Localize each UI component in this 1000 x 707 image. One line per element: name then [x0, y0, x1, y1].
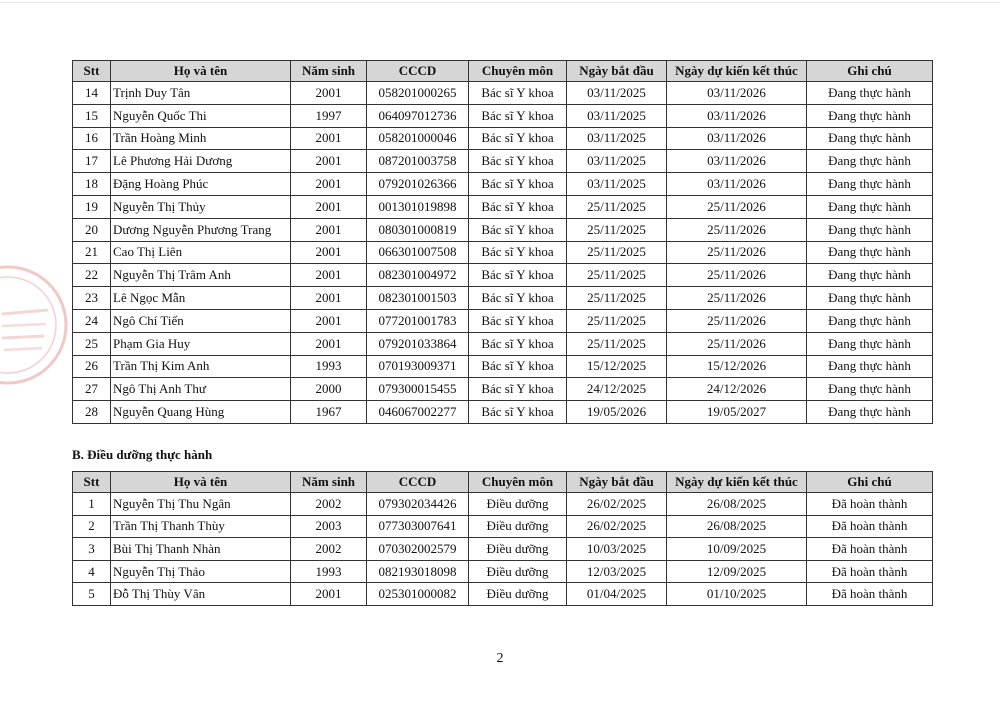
table-cell: Bùi Thị Thanh Nhàn — [111, 538, 291, 561]
table-cell: Đang thực hành — [807, 127, 933, 150]
table-cell: 17 — [73, 150, 111, 173]
table-cell: Nguyễn Quang Hùng — [111, 401, 291, 424]
column-header: Ghi chú — [807, 472, 933, 493]
table-cell: 1 — [73, 493, 111, 516]
table-cell: Lê Phương Hải Dương — [111, 150, 291, 173]
table-cell: Bác sĩ Y khoa — [469, 218, 567, 241]
table-cell: Trần Hoàng Minh — [111, 127, 291, 150]
column-header: Chuyên môn — [469, 472, 567, 493]
table-cell: 077303007641 — [367, 515, 469, 538]
table-cell: Đang thực hành — [807, 218, 933, 241]
table-cell: 1993 — [291, 355, 367, 378]
table-cell: Nguyễn Thị Thảo — [111, 560, 291, 583]
table-cell: Dương Nguyễn Phương Trang — [111, 218, 291, 241]
table-cell: Đang thực hành — [807, 195, 933, 218]
table-cell: Điều dưỡng — [469, 493, 567, 516]
table-cell: 25/11/2025 — [567, 264, 667, 287]
table-cell: 14 — [73, 82, 111, 105]
table-cell: Bác sĩ Y khoa — [469, 82, 567, 105]
table-cell: 03/11/2025 — [567, 173, 667, 196]
column-header: Ngày dự kiến kết thúc — [667, 472, 807, 493]
table-cell: 066301007508 — [367, 241, 469, 264]
table-cell: 28 — [73, 401, 111, 424]
table-cell: 26 — [73, 355, 111, 378]
table-cell: 3 — [73, 538, 111, 561]
column-header: Stt — [73, 472, 111, 493]
column-header: Ngày dự kiến kết thúc — [667, 61, 807, 82]
table-cell: 19 — [73, 195, 111, 218]
table-cell: 082193018098 — [367, 560, 469, 583]
table-nurses — [72, 471, 933, 606]
table-cell: Đã hoàn thành — [807, 493, 933, 516]
table-cell: 16 — [73, 127, 111, 150]
table-cell: 24/12/2026 — [667, 378, 807, 401]
table-cell: 15/12/2026 — [667, 355, 807, 378]
table-cell: Đã hoàn thành — [807, 515, 933, 538]
page-number: 2 — [496, 651, 504, 666]
table-cell: Đã hoàn thành — [807, 538, 933, 561]
table-row — [73, 218, 933, 241]
table-cell: Ngô Chí Tiến — [111, 309, 291, 332]
table-row — [73, 287, 933, 310]
table-row — [73, 264, 933, 287]
table-cell: 01/04/2025 — [567, 583, 667, 606]
table-row — [73, 104, 933, 127]
table-nurses-header — [73, 472, 933, 493]
table-cell: Điều dưỡng — [469, 560, 567, 583]
table-cell: 18 — [73, 173, 111, 196]
table-cell: 080301000819 — [367, 218, 469, 241]
table-cell: 26/02/2025 — [567, 493, 667, 516]
column-header: Ngày bắt đầu — [567, 472, 667, 493]
table-row — [73, 378, 933, 401]
table-cell: 2001 — [291, 287, 367, 310]
table-row — [73, 309, 933, 332]
table-cell: Đã hoàn thành — [807, 560, 933, 583]
table-cell: Đang thực hành — [807, 82, 933, 105]
table-cell: 070193009371 — [367, 355, 469, 378]
table-cell: 25/11/2026 — [667, 264, 807, 287]
table-cell: 25 — [73, 332, 111, 355]
table-cell: Nguyễn Thị Trâm Anh — [111, 264, 291, 287]
table-cell: 2001 — [291, 583, 367, 606]
table-cell: 070302002579 — [367, 538, 469, 561]
table-cell: 087201003758 — [367, 150, 469, 173]
table-cell: 15/12/2025 — [567, 355, 667, 378]
table-row — [73, 173, 933, 196]
table-cell: 03/11/2025 — [567, 104, 667, 127]
table-cell: 046067002277 — [367, 401, 469, 424]
page-edge-line — [0, 2, 1000, 3]
table-cell: 082301004972 — [367, 264, 469, 287]
table-cell: Bác sĩ Y khoa — [469, 309, 567, 332]
table-cell: Đang thực hành — [807, 401, 933, 424]
table-cell: 058201000265 — [367, 82, 469, 105]
column-header: CCCD — [367, 61, 469, 82]
table-cell: Trịnh Duy Tân — [111, 82, 291, 105]
table-cell: 079300015455 — [367, 378, 469, 401]
table-cell: Bác sĩ Y khoa — [469, 355, 567, 378]
table-cell: Đang thực hành — [807, 309, 933, 332]
table-cell: 2001 — [291, 150, 367, 173]
table-cell: Đặng Hoàng Phúc — [111, 173, 291, 196]
table-row — [73, 241, 933, 264]
table-cell: Nguyễn Quốc Thi — [111, 104, 291, 127]
table-cell: 24 — [73, 309, 111, 332]
column-header: Họ và tên — [111, 472, 291, 493]
table-cell: Bác sĩ Y khoa — [469, 241, 567, 264]
table-cell: Bác sĩ Y khoa — [469, 287, 567, 310]
table-row — [73, 355, 933, 378]
table-cell: 2001 — [291, 127, 367, 150]
column-header: Ngày bắt đầu — [567, 61, 667, 82]
table-row — [73, 82, 933, 105]
table-cell: Trần Thị Thanh Thùy — [111, 515, 291, 538]
table-cell: 03/11/2026 — [667, 150, 807, 173]
table-cell: Đang thực hành — [807, 264, 933, 287]
table-doctors — [72, 60, 933, 424]
column-header: Năm sinh — [291, 61, 367, 82]
table-cell: 079201026366 — [367, 173, 469, 196]
table-cell: Đang thực hành — [807, 378, 933, 401]
table-row — [73, 515, 933, 538]
table-cell: 2001 — [291, 264, 367, 287]
table-cell: 23 — [73, 287, 111, 310]
table-cell: 2001 — [291, 218, 367, 241]
table-cell: 079201033864 — [367, 332, 469, 355]
table-cell: Đang thực hành — [807, 287, 933, 310]
table-cell: Đang thực hành — [807, 332, 933, 355]
table-cell: 5 — [73, 583, 111, 606]
table-cell: 25/11/2026 — [667, 332, 807, 355]
table-cell: 2001 — [291, 82, 367, 105]
table-cell: 082301001503 — [367, 287, 469, 310]
table-cell: 2001 — [291, 332, 367, 355]
table-cell: 25/11/2026 — [667, 309, 807, 332]
table-cell: 2002 — [291, 538, 367, 561]
table-cell: Phạm Gia Huy — [111, 332, 291, 355]
table-cell: 19/05/2026 — [567, 401, 667, 424]
table-row — [73, 583, 933, 606]
table-cell: 25/11/2026 — [667, 241, 807, 264]
table-cell: 1993 — [291, 560, 367, 583]
table-cell: 25/11/2025 — [567, 309, 667, 332]
table-cell: Đang thực hành — [807, 241, 933, 264]
table-cell: 21 — [73, 241, 111, 264]
column-header: Stt — [73, 61, 111, 82]
table-cell: 12/03/2025 — [567, 560, 667, 583]
table-row — [73, 195, 933, 218]
table-cell: Điều dưỡng — [469, 538, 567, 561]
table-cell: Ngô Thị Anh Thư — [111, 378, 291, 401]
table-cell: Bác sĩ Y khoa — [469, 173, 567, 196]
table-cell: Đang thực hành — [807, 173, 933, 196]
table-cell: 25/11/2025 — [567, 241, 667, 264]
table-cell: 26/08/2025 — [667, 493, 807, 516]
table-row — [73, 493, 933, 516]
table-cell: 03/11/2026 — [667, 82, 807, 105]
table-cell: 19/05/2027 — [667, 401, 807, 424]
table-cell: 26/08/2025 — [667, 515, 807, 538]
table-cell: 25/11/2026 — [667, 287, 807, 310]
table-cell: Lê Ngọc Mẫn — [111, 287, 291, 310]
table-cell: 03/11/2025 — [567, 82, 667, 105]
table-row — [73, 538, 933, 561]
table-cell: 03/11/2025 — [567, 127, 667, 150]
table-cell: Trần Thị Kim Anh — [111, 355, 291, 378]
table-cell: Bác sĩ Y khoa — [469, 127, 567, 150]
table-cell: 077201001783 — [367, 309, 469, 332]
table-cell: 24/12/2025 — [567, 378, 667, 401]
table-cell: Đã hoàn thành — [807, 583, 933, 606]
table-cell: 27 — [73, 378, 111, 401]
table-cell: Bác sĩ Y khoa — [469, 150, 567, 173]
table-cell: Đang thực hành — [807, 355, 933, 378]
table-cell: 2001 — [291, 309, 367, 332]
table-cell: Đỗ Thị Thùy Vân — [111, 583, 291, 606]
table-cell: 22 — [73, 264, 111, 287]
table-row — [73, 560, 933, 583]
table-cell: Nguyễn Thị Thủy — [111, 195, 291, 218]
column-header: Chuyên môn — [469, 61, 567, 82]
table-cell: 03/11/2025 — [567, 150, 667, 173]
table-cell: 25/11/2025 — [567, 332, 667, 355]
table-cell: 25/11/2026 — [667, 195, 807, 218]
table-cell: 25/11/2025 — [567, 287, 667, 310]
table-cell: Điều dưỡng — [469, 515, 567, 538]
table-row — [73, 332, 933, 355]
table-cell: 2001 — [291, 195, 367, 218]
column-header: Họ và tên — [111, 61, 291, 82]
table-cell: 2 — [73, 515, 111, 538]
table-cell: 058201000046 — [367, 127, 469, 150]
table-cell: 025301000082 — [367, 583, 469, 606]
table-doctors-body — [73, 82, 933, 424]
table-row — [73, 150, 933, 173]
table-cell: 2003 — [291, 515, 367, 538]
table-cell: 10/03/2025 — [567, 538, 667, 561]
table-cell: Bác sĩ Y khoa — [469, 104, 567, 127]
table-cell: 079302034426 — [367, 493, 469, 516]
table-cell: 001301019898 — [367, 195, 469, 218]
table-nurses-body — [73, 493, 933, 606]
table-cell: 4 — [73, 560, 111, 583]
table-cell: 12/09/2025 — [667, 560, 807, 583]
column-header: CCCD — [367, 472, 469, 493]
table-cell: Đang thực hành — [807, 150, 933, 173]
table-cell: 1997 — [291, 104, 367, 127]
column-header: Ghi chú — [807, 61, 933, 82]
table-cell: 2001 — [291, 241, 367, 264]
table-cell: 064097012736 — [367, 104, 469, 127]
table-cell: Điều dưỡng — [469, 583, 567, 606]
table-cell: 03/11/2026 — [667, 173, 807, 196]
table-cell: Bác sĩ Y khoa — [469, 401, 567, 424]
table-cell: 03/11/2026 — [667, 104, 807, 127]
table-cell: Bác sĩ Y khoa — [469, 332, 567, 355]
section-title: B. Điều dưỡng thực hành — [72, 447, 213, 462]
table-cell: 01/10/2025 — [667, 583, 807, 606]
table-cell: 2001 — [291, 173, 367, 196]
table-cell: 15 — [73, 104, 111, 127]
table-cell: Bác sĩ Y khoa — [469, 195, 567, 218]
red-seal-stamp-icon — [0, 262, 74, 388]
column-header: Năm sinh — [291, 472, 367, 493]
table-cell: Bác sĩ Y khoa — [469, 264, 567, 287]
table-cell: Nguyễn Thị Thu Ngân — [111, 493, 291, 516]
table-row — [73, 127, 933, 150]
table-cell: 10/09/2025 — [667, 538, 807, 561]
table-cell: Cao Thị Liên — [111, 241, 291, 264]
table-row — [73, 401, 933, 424]
table-cell: 03/11/2026 — [667, 127, 807, 150]
table-cell: 2000 — [291, 378, 367, 401]
table-cell: 25/11/2025 — [567, 218, 667, 241]
table-cell: 2002 — [291, 493, 367, 516]
table-cell: 20 — [73, 218, 111, 241]
table-cell: 25/11/2026 — [667, 218, 807, 241]
table-cell: 1967 — [291, 401, 367, 424]
table-doctors-header — [73, 61, 933, 82]
table-cell: 26/02/2025 — [567, 515, 667, 538]
table-cell: Đang thực hành — [807, 104, 933, 127]
table-cell: Bác sĩ Y khoa — [469, 378, 567, 401]
table-cell: 25/11/2025 — [567, 195, 667, 218]
